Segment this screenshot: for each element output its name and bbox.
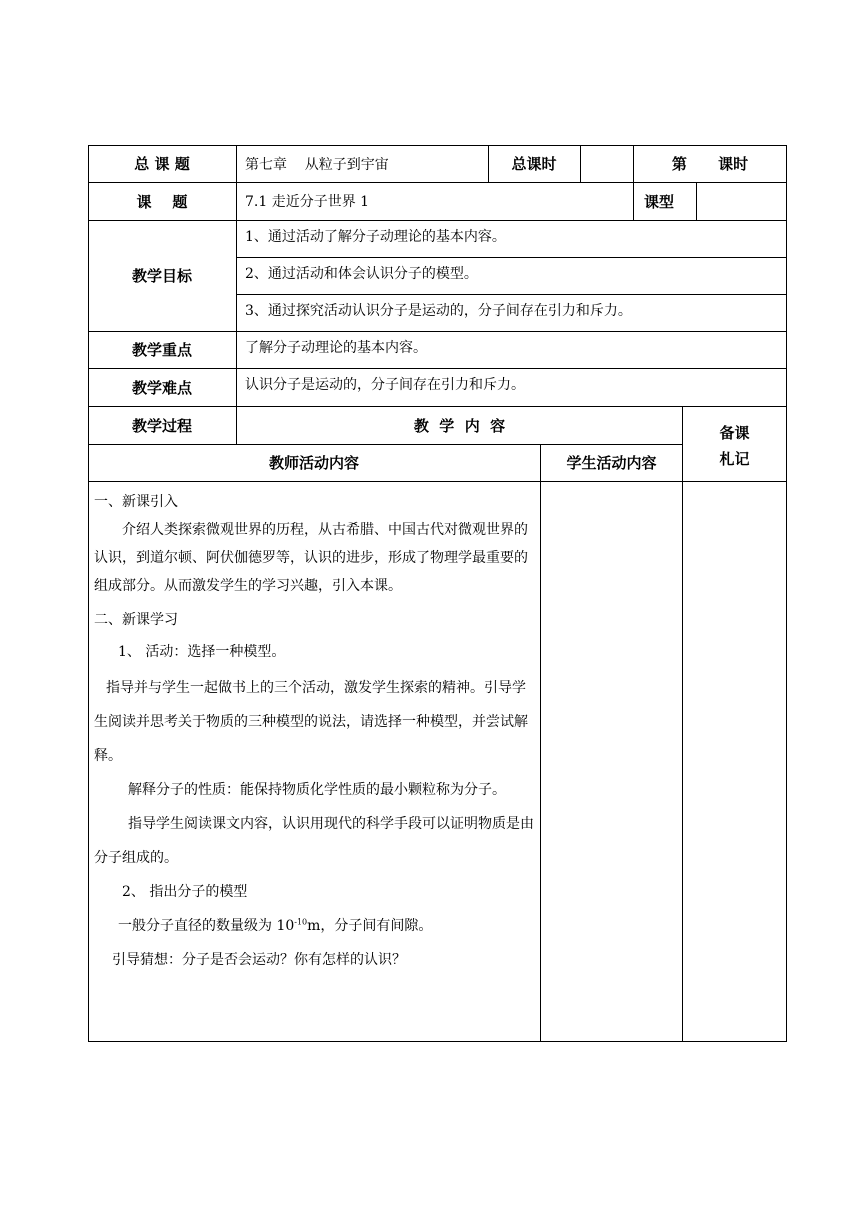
total-topic-label: 总 课 题	[134, 155, 190, 173]
key-point-label: 教学重点	[131, 341, 192, 359]
reading-guidance: 指导学生阅读课文内容，认识用现代的科学手段可以证明物质是由分子组成的。	[94, 816, 534, 866]
teaching-goals-label: 教学目标	[131, 267, 192, 285]
lesson-number-label: 第 课时	[671, 155, 749, 173]
notes-label-line2: 札记	[719, 449, 750, 468]
teaching-content-label: 教 学 内 容	[413, 416, 506, 435]
section-study-heading: 二、新课学习	[94, 612, 178, 628]
teacher-activity-content	[94, 488, 534, 977]
lesson-type-value	[697, 182, 786, 220]
molecule-size-text	[94, 909, 534, 943]
goal-item: 3、通过探究活动认识分子是运动的，分子间存在引力和斥力。	[245, 303, 632, 319]
activity-2-heading: 2、 指出分子的模型	[122, 884, 248, 900]
difficulty-label: 教学难点	[131, 378, 192, 397]
key-point-text: 了解分子动理论的基本内容。	[245, 340, 427, 356]
intro-paragraph: 介绍人类探索微观世界的历程，从古希腊、中国古代对微观世界的认识，到道尔顿、阿伏伽德罗等，认识的进步，形成了物理学最重要的组成部分。从而激发学生的学习兴趣，引入本课。	[94, 522, 528, 594]
guess-prompt: 引导猜想：分子是否会运动？你有怎样的认识？	[112, 952, 406, 968]
border-student-col	[540, 444, 541, 1042]
activity-1-heading: 1、 活动：选择一种模型。	[118, 644, 286, 660]
difficulty-text: 认识分子是运动的，分子间存在引力和斥力。	[245, 377, 525, 393]
section-intro-heading: 一、新课引入	[94, 494, 178, 510]
teacher-activity-label: 教师活动内容	[268, 454, 359, 472]
chapter-title: 第七章 从粒子到宇宙	[245, 156, 389, 173]
topic-label: 课 题	[136, 192, 188, 211]
molecule-size-after: m，分子间有间隙。	[307, 918, 433, 934]
lesson-title: 7.1 走近分子世界 1	[245, 194, 370, 210]
teaching-process-label: 教学过程	[131, 416, 192, 435]
lesson-type-label: 课型	[643, 192, 674, 211]
student-activity-label: 学生活动内容	[566, 454, 657, 472]
molecule-size-exponent: -10	[294, 917, 308, 927]
total-hours-label: 总课时	[511, 155, 557, 173]
total-hours-value	[581, 145, 633, 182]
border-right	[786, 145, 787, 1042]
border-notes-col	[682, 406, 683, 1042]
goal-item: 2、通过活动和体会认识分子的模型。	[245, 266, 478, 282]
activity-1-paragraph: 指导并与学生一起做书上的三个活动，激发学生探索的精神。引导学生阅读并思考关于物质的三种模型的说法，请选择一种模型，并尝试解释。	[94, 680, 528, 764]
notes-label-line1: 备课	[719, 423, 750, 442]
molecule-definition: 解释分子的性质：能保持物质化学性质的最小颗粒称为分子。	[128, 782, 506, 798]
molecule-size-before: 一般分子直径的数量级为 10	[118, 918, 295, 934]
goal-item: 1、通过活动了解分子动理论的基本内容。	[245, 229, 506, 245]
